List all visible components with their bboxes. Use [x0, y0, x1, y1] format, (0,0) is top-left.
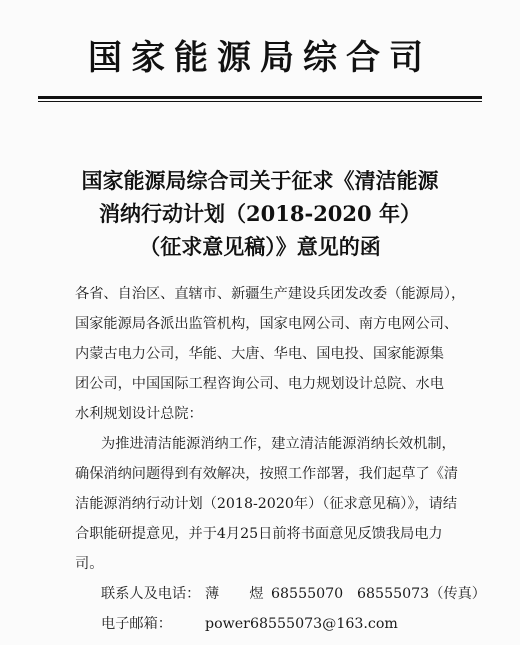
- contact-phone: 68555070: [271, 586, 344, 602]
- body-paragraph-line-3: 洁能源消纳行动计划（2018-2020年）（征求意见稿）》，请结: [75, 496, 458, 512]
- letterhead-rule-thin: [38, 101, 482, 102]
- recipients-line-4: 团公司，中国国际工程咨询公司、电力规划设计总院、水电: [75, 376, 444, 392]
- letterhead-title: 国家能源局综合司: [88, 38, 432, 78]
- document-title-line-1: 国家能源局综合司关于征求《清洁能源: [81, 168, 439, 193]
- recipients-line-5: 水利规划设计总院：: [75, 406, 203, 422]
- contact-label: 联系人及电话：: [101, 586, 201, 602]
- body-paragraph-line-1: 为推进清洁能源消纳工作，建立清洁能源消纳长效机制，: [101, 436, 456, 452]
- contact-phone-row: [101, 583, 486, 603]
- body-paragraph-line-4: 合职能研提意见，并于4月25日前将书面意见反馈我局电力: [75, 526, 443, 542]
- contact-email-row: [101, 613, 398, 633]
- document-title-line-2: 消纳行动计划（2018-2020 年）: [99, 201, 421, 226]
- email-address: power68555073@163.com: [205, 616, 398, 632]
- email-label: 电子邮箱：: [101, 616, 172, 632]
- recipients-line-2: 国家能源局各派出监管机构，国家电网公司、南方电网公司、: [75, 316, 459, 332]
- recipients-line-3: 内蒙古电力公司，华能、大唐、华电、国电投、国家能源集: [75, 346, 444, 362]
- contact-name: 薄 煜: [205, 586, 272, 602]
- body-paragraph-line-5: 司。: [75, 556, 104, 572]
- document-title-line-3: （征求意见稿）》意见的函: [139, 234, 381, 259]
- body-paragraph-line-2: 确保消纳问题得到有效解决，按照工作部署，我们起草了《清: [75, 466, 459, 482]
- letterhead-rule-thick: [38, 96, 482, 99]
- recipients-line-1: 各省、自治区、直辖市、新疆生产建设兵团发改委（能源局），: [75, 286, 466, 302]
- contact-fax: 68555073（传真）: [357, 586, 486, 602]
